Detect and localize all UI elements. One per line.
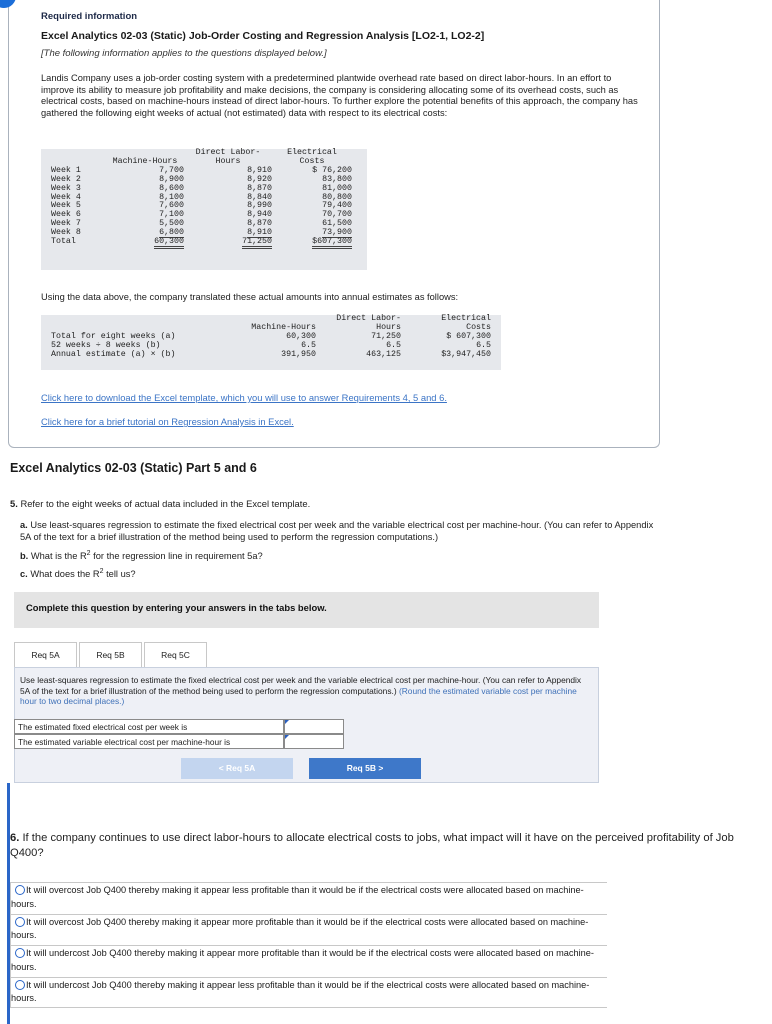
- est-header-labor-1: Direct Labor-: [336, 314, 401, 323]
- data-row: [41, 220, 367, 229]
- labor-hours: 8,910: [247, 165, 272, 175]
- problem-note: [The following information applies to the questions displayed below.]: [41, 48, 327, 59]
- week-label: Week 3: [51, 183, 81, 193]
- question-5: [10, 498, 310, 509]
- estimate-labor: 463,125: [366, 349, 401, 359]
- estimate-label: Total for eight weeks (a): [51, 331, 176, 341]
- next-req-5b-button[interactable]: Req 5B >: [309, 758, 421, 779]
- tab-req-5b[interactable]: Req 5B: [79, 642, 142, 667]
- week-label: Week 2: [51, 174, 81, 184]
- fixed-cost-input[interactable]: [285, 720, 343, 733]
- choice-text: It will overcost Job Q400 thereby making it appear more profitable than it would be if the electrical costs were allocated based on machine-hours.: [11, 916, 589, 940]
- machine-hours: 8,600: [159, 183, 184, 193]
- total-labor: 71,250: [242, 237, 272, 249]
- fixed-cost-label: The estimated fixed electrical cost per week is: [14, 719, 284, 734]
- q5c-text-pre: What does the R: [30, 569, 100, 580]
- electrical-costs: 83,800: [322, 174, 352, 184]
- machine-hours: 5,500: [159, 219, 184, 229]
- weekly-data-table: [41, 149, 367, 270]
- data-row: [41, 176, 367, 185]
- week-label: Week 4: [51, 192, 81, 202]
- labor-hours: 8,940: [247, 210, 272, 220]
- tab-req-5c[interactable]: Req 5C: [144, 642, 207, 667]
- q6-choices: [10, 882, 607, 1008]
- fixed-cost-input-wrap: [284, 719, 344, 734]
- labor-hours: 8,920: [247, 174, 272, 184]
- choice-text: It will undercost Job Q400 thereby making it appear less profitable than it would be if the electrical costs were allocated based on machine-hours.: [11, 979, 590, 1003]
- complete-question-text: Complete this question by entering your answers in the tabs below.: [26, 602, 327, 613]
- estimate-label: 52 weeks ÷ 8 weeks (b): [51, 340, 161, 350]
- radio-icon[interactable]: [15, 980, 25, 990]
- week-label: Week 6: [51, 210, 81, 220]
- q6-choice-1[interactable]: [10, 882, 607, 914]
- week-label: Week 7: [51, 219, 81, 229]
- total-label: Total: [51, 237, 76, 247]
- estimate-labor: 6.5: [386, 340, 401, 350]
- panel-instruction: [20, 675, 592, 707]
- header-elec-2: Costs: [299, 156, 325, 166]
- excel-template-link[interactable]: Click here to download the Excel template, which you will use to answer Requirements 4, 5 and 6.: [41, 392, 447, 403]
- q6-number: 6.: [10, 832, 20, 844]
- labor-hours: 8,990: [247, 201, 272, 211]
- q6-choice-3[interactable]: [10, 945, 607, 977]
- radio-icon[interactable]: [15, 917, 25, 927]
- problem-title: Excel Analytics 02-03 (Static) Job-Order Costing and Regression Analysis [LO2-1, LO2-2]: [41, 30, 485, 42]
- electrical-costs: 79,400: [322, 201, 352, 211]
- radio-icon[interactable]: [15, 948, 25, 958]
- q5-number: 5.: [10, 498, 18, 509]
- estimate-machine: 6.5: [301, 340, 316, 350]
- prev-req-5a-button[interactable]: < Req 5A: [181, 758, 293, 779]
- machine-hours: 7,700: [159, 165, 184, 175]
- q5b-text-post: for the regression line in requirement 5a?: [90, 551, 263, 562]
- part-title: Excel Analytics 02-03 (Static) Part 5 and 6: [10, 461, 257, 475]
- est-header-machine: Machine-Hours: [251, 322, 316, 332]
- estimate-elec: $ 607,300: [446, 331, 491, 341]
- panel-instruction-text: Use least-squares regression to estimate the fixed electrical cost per week and the variable electrical cost per machine-hour. (You can refer to Appendix 5A of the text for a brief illustration of the method being used to perform the regression computations.): [20, 675, 582, 696]
- electrical-costs: 80,800: [322, 192, 352, 202]
- electrical-costs: 81,000: [322, 183, 352, 193]
- data-row: [41, 167, 367, 176]
- labor-hours: 8,840: [247, 192, 272, 202]
- input-marker-icon: [285, 720, 289, 724]
- estimate-labor: 71,250: [371, 331, 401, 341]
- estimate-elec: 6.5: [476, 340, 491, 350]
- input-marker-icon: [285, 735, 289, 739]
- total-elec: $607,300: [312, 237, 352, 249]
- choice-text: It will undercost Job Q400 thereby making it appear more profitable than it would be if the electrical costs were allocated based on machine-hours.: [11, 948, 594, 972]
- q5a-text: Use least-squares regression to estimate the fixed electrical cost per week and the variable electrical cost per machine-hour. (You can refer to Appendix 5A of the text for a brief illustration of the method being used to perform the regression computations.): [20, 520, 654, 542]
- labor-hours: 8,910: [247, 228, 272, 238]
- q5c-letter: c.: [20, 569, 28, 580]
- q6-choice-2[interactable]: [10, 914, 607, 946]
- q5c-sup: 2: [99, 568, 104, 575]
- q6-choice-4[interactable]: [10, 977, 607, 1009]
- translate-text: Using the data above, the company translated these actual amounts into annual estimates as follows:: [41, 292, 459, 302]
- estimate-label: Annual estimate (a) × (b): [51, 349, 176, 359]
- question-5c: [20, 566, 136, 581]
- required-info-label: Required information: [41, 11, 138, 22]
- estimate-machine: 60,300: [286, 331, 316, 341]
- q6-text: If the company continues to use direct labor-hours to allocate electrical costs to jobs, what impact will it have on the perceived profitability of Job Q400?: [10, 832, 734, 859]
- estimate-row: [41, 351, 501, 360]
- week-label: Week 5: [51, 201, 81, 211]
- labor-hours: 8,870: [247, 219, 272, 229]
- electrical-costs: 73,900: [322, 228, 352, 238]
- header-machine: Machine-Hours: [112, 156, 178, 166]
- header-elec-1: Electrical: [287, 148, 337, 157]
- electrical-costs: $ 76,200: [312, 165, 352, 175]
- est-header-elec-1: Electrical: [441, 314, 491, 323]
- complete-question-bar: [14, 592, 599, 628]
- week-label: Week 8: [51, 228, 81, 238]
- labor-hours: 8,870: [247, 183, 272, 193]
- data-row: [41, 202, 367, 211]
- q5b-sup: 2: [86, 550, 91, 557]
- question-5a: [20, 520, 660, 543]
- problem-intro: Landis Company uses a job-order costing system with a predetermined plantwide overhead rate based on direct labor-hours. In an effort to improve its ability to measure job profitability and make decisions, the company is considering allocating some of its overhead costs, such as electrical costs, based on machine-hours instead of direct labor-hours. To further explore the potential benefits of this approach, the company has gathered the following eight weeks of actual (not estimated) data with respect to its electrical costs:: [41, 73, 638, 118]
- estimate-elec: $3,947,450: [441, 349, 491, 359]
- electrical-costs: 61,500: [322, 219, 352, 229]
- panel-instruction-rounding: (Round the estimated variable cost per machine hour to two decimal places.): [20, 685, 577, 706]
- question-5b: [20, 548, 263, 563]
- q5b-letter: b.: [20, 551, 29, 562]
- data-row: [41, 185, 367, 194]
- est-header-elec-2: Costs: [466, 322, 491, 332]
- regression-tutorial-link[interactable]: Click here for a brief tutorial on Regression Analysis in Excel.: [41, 416, 294, 427]
- estimate-machine: 391,950: [281, 349, 316, 359]
- q5c-text-post: tell us?: [103, 569, 136, 580]
- variable-cost-label: The estimated variable electrical cost per machine-hour is: [14, 734, 284, 749]
- header-labor-1: Direct Labor-: [195, 148, 261, 157]
- variable-cost-input-wrap: [284, 734, 344, 749]
- q5-text: Refer to the eight weeks of actual data included in the Excel template.: [20, 498, 311, 509]
- variable-cost-input[interactable]: [285, 735, 343, 748]
- tab-req-5a[interactable]: Req 5A: [14, 642, 77, 667]
- machine-hours: 8,100: [159, 192, 184, 202]
- q5a-letter: a.: [20, 520, 28, 530]
- electrical-costs: 70,700: [322, 210, 352, 220]
- choice-text: It will overcost Job Q400 thereby making it appear less profitable than it would be if the electrical costs were allocated based on machine-hours.: [11, 885, 584, 909]
- question-6: [10, 831, 765, 861]
- est-header-labor-2: Hours: [376, 322, 401, 332]
- data-row: [41, 194, 367, 203]
- machine-hours: 8,900: [159, 174, 184, 184]
- machine-hours: 7,100: [159, 210, 184, 220]
- total-machine: 60,300: [154, 237, 184, 249]
- data-row: [41, 211, 367, 220]
- q5b-text-pre: What is the R: [30, 551, 87, 562]
- week-label: Week 1: [51, 165, 81, 175]
- machine-hours: 7,600: [159, 201, 184, 211]
- annual-estimate-table: [41, 315, 501, 370]
- radio-icon[interactable]: [15, 885, 25, 895]
- header-labor-2: Hours: [215, 156, 241, 166]
- machine-hours: 6,800: [159, 228, 184, 238]
